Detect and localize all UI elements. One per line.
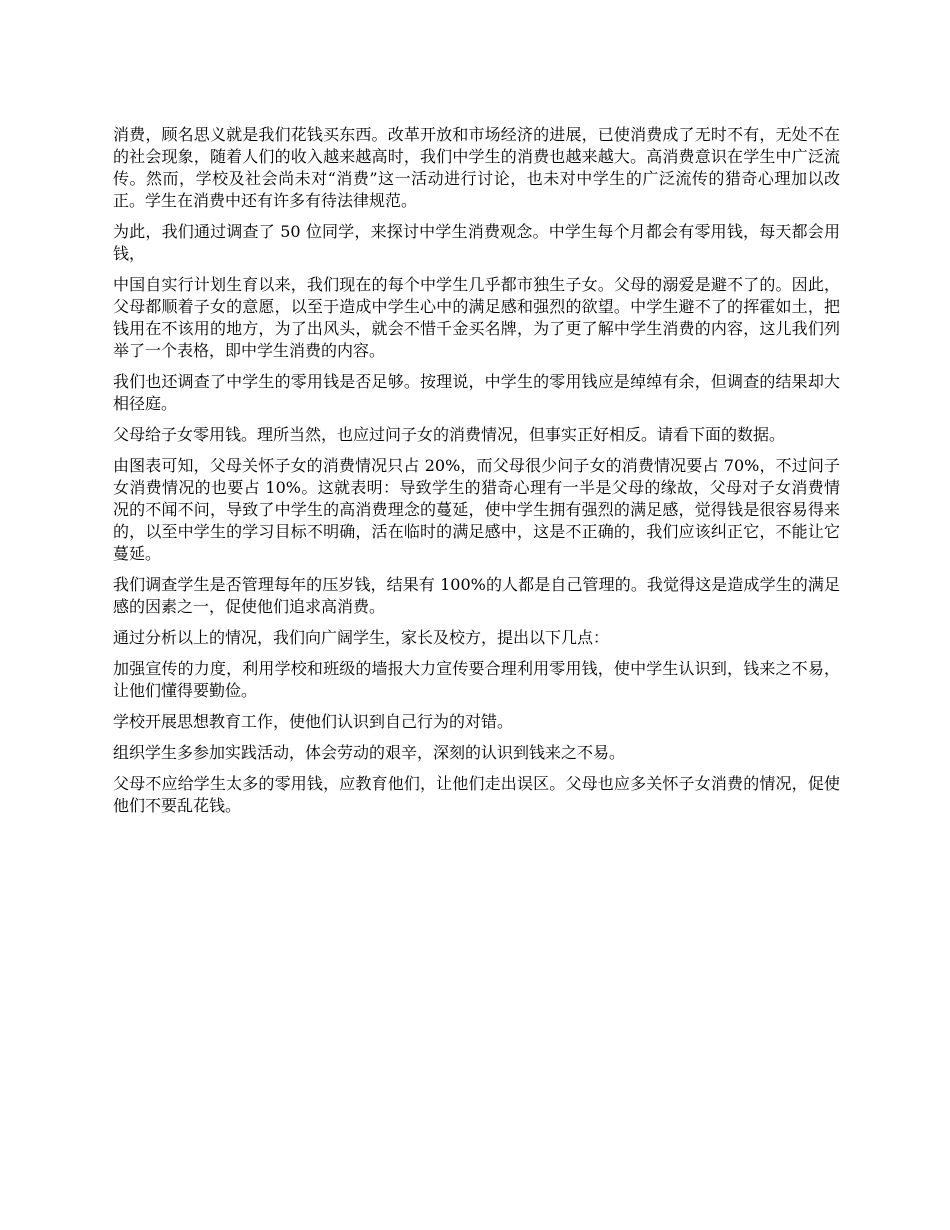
paragraph-parents: 父母给子女零用钱。理所当然，也应过问子女的消费情况，但事实正好相反。请看下面的数据。 [113, 425, 786, 444]
paragraph-suggestions-intro: 通过分析以上的情况，我们向广阔学生，家长及校方，提出以下几点： [113, 628, 610, 647]
paragraph-intro: 消费，顾名思义就是我们花钱买东西。改革开放和市场经济的进展，已使消费成了无时不有，无处不在的社会现象，随着人们的收入越来越高时，我们中学生的消费也越来越大。高消费意识在学生中广泛流传。然而，学校及社会尚未对“消费”这一活动进行讨论，也未对中学生的广泛流传的猎奇心理加以改正。学生在消费中还有许多有待法律规范。 [113, 125, 840, 210]
paragraph-suggestion-parents: 父母不应给学生太多的零用钱，应教育他们，让他们走出误区。父母也应多关怀子女消费的情况，促使他们不要乱花钱。 [113, 774, 840, 815]
paragraph-pocket-money: 我们也还调查了中学生的零用钱是否足够。按理说，中学生的零用钱应是绰绰有余，但调查的结果却大相径庭。 [113, 372, 840, 413]
paragraph-new-year-money: 我们调查学生是否管理每年的压岁钱，结果有 100%的人都是自己管理的。我觉得这是造成学生的满足感的因素之一，促使他们追求高消费。 [113, 575, 840, 616]
paragraph-chart-analysis: 由图表可知，父母关怀子女的消费情况只占 20%，而父母很少问子女的消费情况要占 70%，不过问子女消费情况的也要占 10%。这就表明：导致学生的猎奇心理有一半是父母的缘故，父母对子女消费情况的不闻不问，导致了中学生的高消费理念的蔓延，使中学生拥有强烈的满足感，觉得钱是很容易得来的，以至中学生的学习目标不明确，活在临时的满足感中，这是不正确的，我们应该纠正它，不能让它蔓延。 [113, 456, 840, 563]
paragraph-survey: 为此，我们通过调查了 50 位同学，来探讨中学生消费观念。中学生每个月都会有零用钱，每天都会用钱， [113, 222, 840, 263]
paragraph-suggestion-education: 学校开展思想教育工作，使他们认识到自己行为的对错。 [113, 712, 514, 731]
paragraph-suggestion-publicity: 加强宣传的力度，利用学校和班级的墙报大力宣传要合理利用零用钱，使中学生认识到，钱来之不易，让他们懂得要勤俭。 [113, 659, 840, 700]
paragraph-family-planning: 中国自实行计划生育以来，我们现在的每个中学生几乎都市独生子女。父母的溺爱是避不了的。因此，父母都顺着子女的意愿，以至于造成中学生心中的满足感和强烈的欲望。中学生避不了的挥霍如土，把钱用在不该用的地方，为了出风头，就会不惜千金买名牌，为了更了解中学生消费的内容，这儿我们列举了一个表格，即中学生消费的内容。 [113, 275, 840, 360]
document-body [113, 124, 840, 826]
paragraph-suggestion-practice: 组织学生多参加实践活动，体会劳动的艰辛，深刻的认识到钱来之不易。 [113, 743, 626, 762]
